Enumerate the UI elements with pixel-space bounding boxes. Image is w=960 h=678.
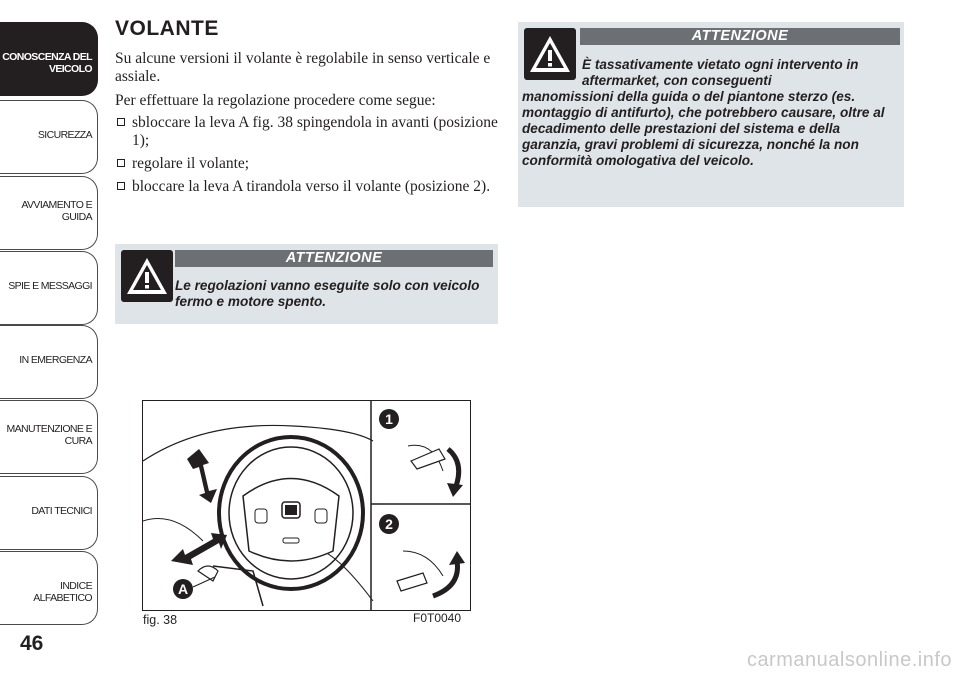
section-title: VOLANTE [115,17,219,40]
label-1: 1 [385,411,393,427]
tab-label: CONOSCENZA DEL VEICOLO [2,51,92,75]
tab-label: SPIE E MESSAGGI [8,280,92,292]
main-content [115,16,500,201]
figure-caption: fig. 38 [143,613,178,627]
warning-text-rest: manomissioni della guida o del piantone sterzo (es. montaggio di antifurto), che potrebbero causare, oltre al decadimento delle prestazioni del sistema e della garanzia, gravi problemi di sicurezza, nonché la non conformità omologativa del veicolo. [522,89,885,168]
list-item: sbloccare la leva A fig. 38 spingendola in avanti (posizione 1); [115,114,500,150]
tab-sicurezza[interactable] [0,100,98,174]
warning-header: ATTENZIONE [175,250,493,267]
warning-header: ATTENZIONE [580,28,900,45]
tab-label: INDICE ALFABETICO [33,580,92,604]
intro-paragraph: Su alcune versioni il volante è regolabile in senso verticale e assiale. [115,50,491,85]
tab-in-emergenza[interactable] [0,325,98,399]
tab-label: DATI TECNICI [31,505,92,517]
warning-triangle-icon [121,250,173,302]
warning-box-left [115,244,498,324]
tab-conoscenza-del-veicolo[interactable] [0,22,98,96]
label-2: 2 [385,516,393,532]
tab-label: IN EMERGENZA [19,354,92,366]
warning-text-lead: È tassativamente vietato ogni intervento in aftermarket, con conseguenti [582,57,859,88]
tab-label: SICUREZZA [37,129,92,141]
steering-wheel-figure [142,400,471,611]
steps-list [115,114,500,196]
tab-label: AVVIAMENTO E GUIDA [21,199,92,223]
warning-triangle-icon [524,28,576,80]
lead-paragraph: Per effettuare la regolazione procedere come segue: [115,92,436,109]
tab-dati-tecnici[interactable] [0,476,98,550]
page-number: 46 [20,632,44,655]
tab-label: MANUTENZIONE E CURA [6,423,92,447]
tab-manutenzione-e-cura[interactable] [0,400,98,474]
figure-code: F0T0040 [413,611,462,625]
label-a: A [177,581,189,597]
watermark: carmanualsonline.info [746,649,952,671]
tab-spie-e-messaggi[interactable] [0,251,98,325]
tab-avviamento-e-guida[interactable] [0,176,98,250]
steering-wheel-illustration [143,401,471,611]
list-item: bloccare la leva A tirandola verso il volante (posizione 2). [115,178,500,196]
warning-box-right [518,22,904,207]
list-item: regolare il volante; [115,155,500,173]
tab-indice-alfabetico[interactable] [0,551,98,625]
warning-text: Le regolazioni vanno eseguite solo con veicolo fermo e motore spento. [175,278,480,309]
